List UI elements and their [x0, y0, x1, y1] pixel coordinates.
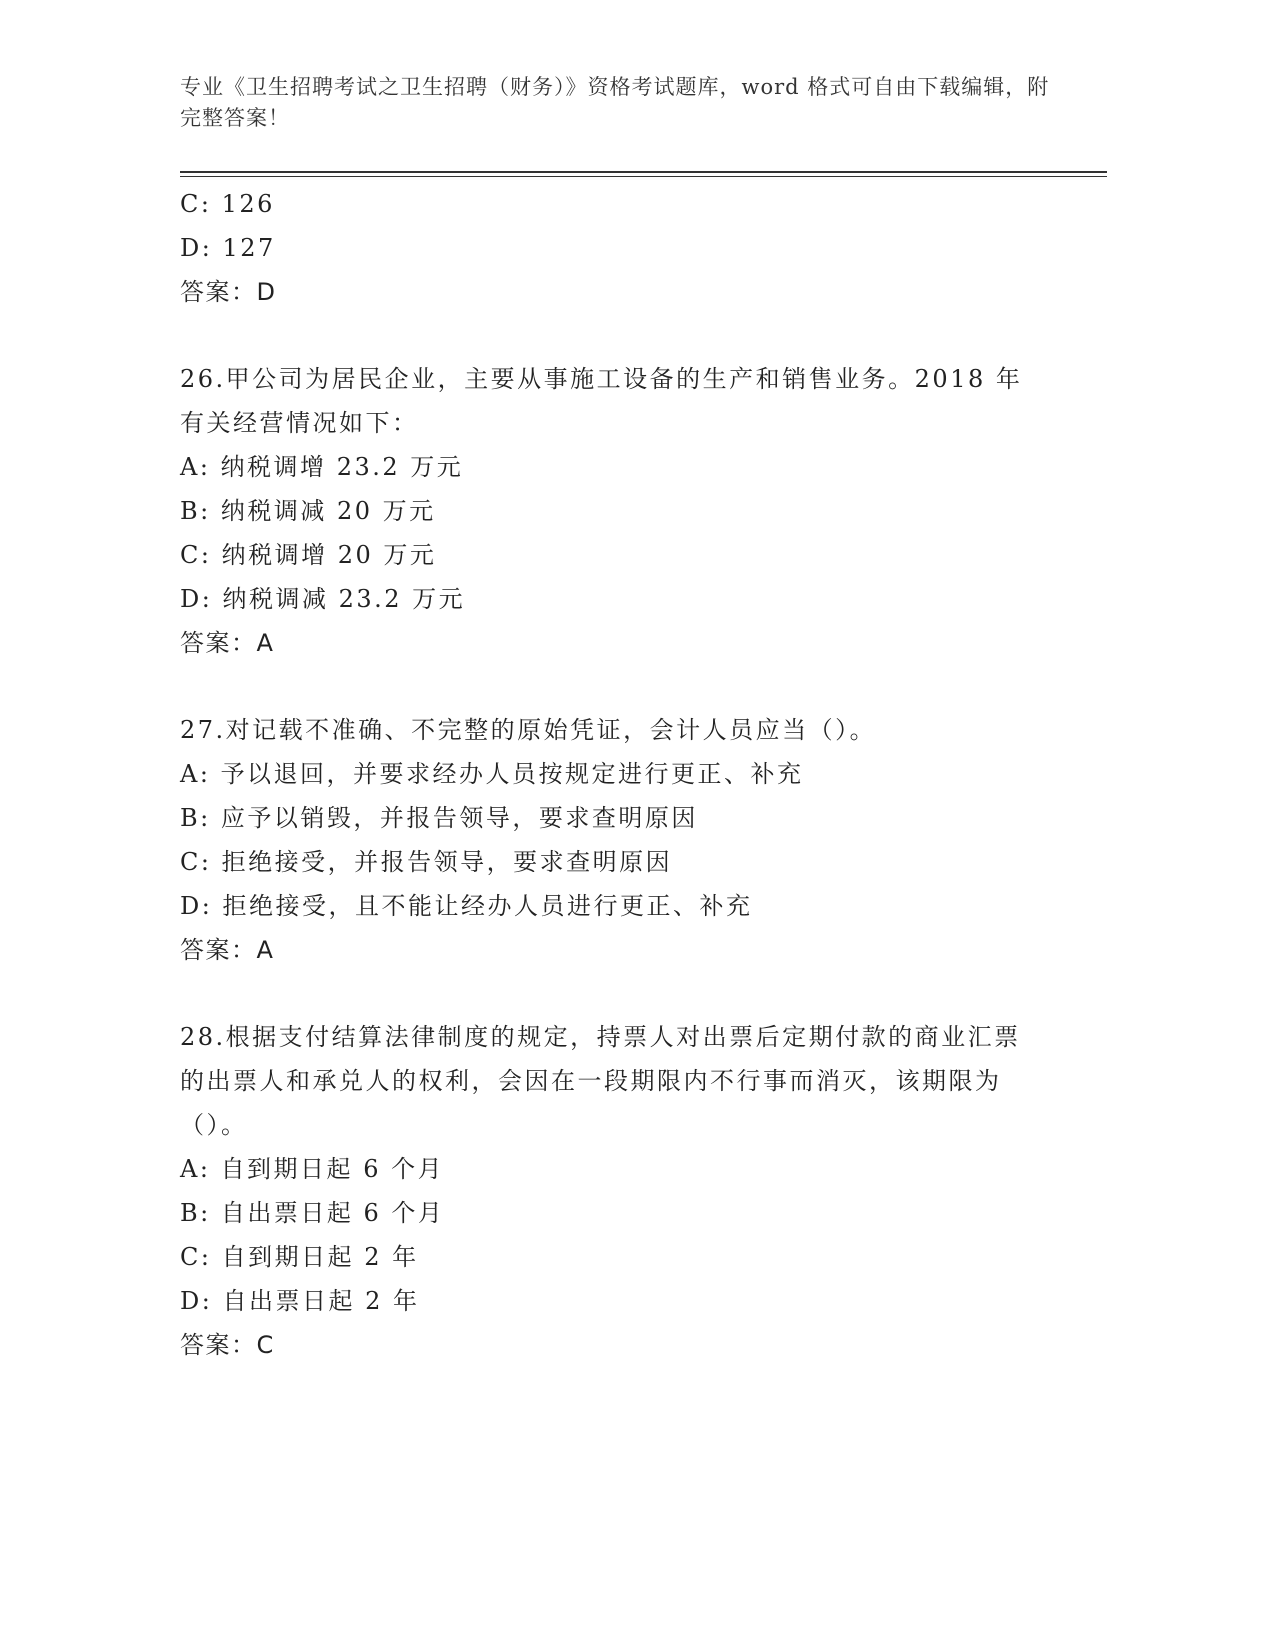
document-header: 专业《卫生招聘考试之卫生招聘（财务）》资格考试题库，word 格式可自由下载编辑，附完整答案！	[180, 75, 1050, 130]
option-b: B: 纳税调减 20 万元	[180, 497, 436, 525]
header-rule-thick	[180, 171, 1107, 173]
document-body	[180, 182, 1060, 1367]
option-a: A: 自到期日起 6 个月	[180, 1155, 445, 1183]
previous-question-tail	[180, 182, 1060, 314]
answer-line: 答案：D	[180, 278, 277, 306]
option-a: A: 纳税调增 23.2 万元	[180, 453, 464, 481]
option-d: D: 纳税调减 23.2 万元	[180, 585, 466, 613]
answer-line: 答案：C	[180, 1331, 275, 1359]
question-28	[180, 1015, 1060, 1367]
option-d: D: 拒绝接受，且不能让经办人员进行更正、补充	[180, 892, 753, 920]
answer-line: 答案：A	[180, 629, 275, 657]
question-stem: 28.根据支付结算法律制度的规定，持票人对出票后定期付款的商业汇票的出票人和承兑人的权利，会因在一段期限内不行事而消灭，该期限为（）。	[180, 1023, 1021, 1139]
option-b: B: 应予以销毁，并报告领导，要求查明原因	[180, 804, 698, 832]
question-26	[180, 357, 1060, 665]
header-rule-thin	[180, 176, 1107, 177]
question-stem: 27.对记载不准确、不完整的原始凭证，会计人员应当（）。	[180, 716, 877, 744]
option-c: C: 自到期日起 2 年	[180, 1243, 419, 1271]
answer-line: 答案：A	[180, 936, 275, 964]
question-stem: 26.甲公司为居民企业，主要从事施工设备的生产和销售业务。2018 年有关经营情况如下：	[180, 365, 1023, 437]
option-c: C: 拒绝接受，并报告领导，要求查明原因	[180, 848, 673, 876]
option-d: D: 自出票日起 2 年	[180, 1287, 420, 1315]
question-27	[180, 708, 1060, 972]
option-b: B: 自出票日起 6 个月	[180, 1199, 445, 1227]
option-c: C: 126	[180, 190, 275, 218]
option-d: D: 127	[180, 234, 276, 262]
option-c: C: 纳税调增 20 万元	[180, 541, 437, 569]
option-a: A: 予以退回，并要求经办人员按规定进行更正、补充	[180, 760, 804, 788]
